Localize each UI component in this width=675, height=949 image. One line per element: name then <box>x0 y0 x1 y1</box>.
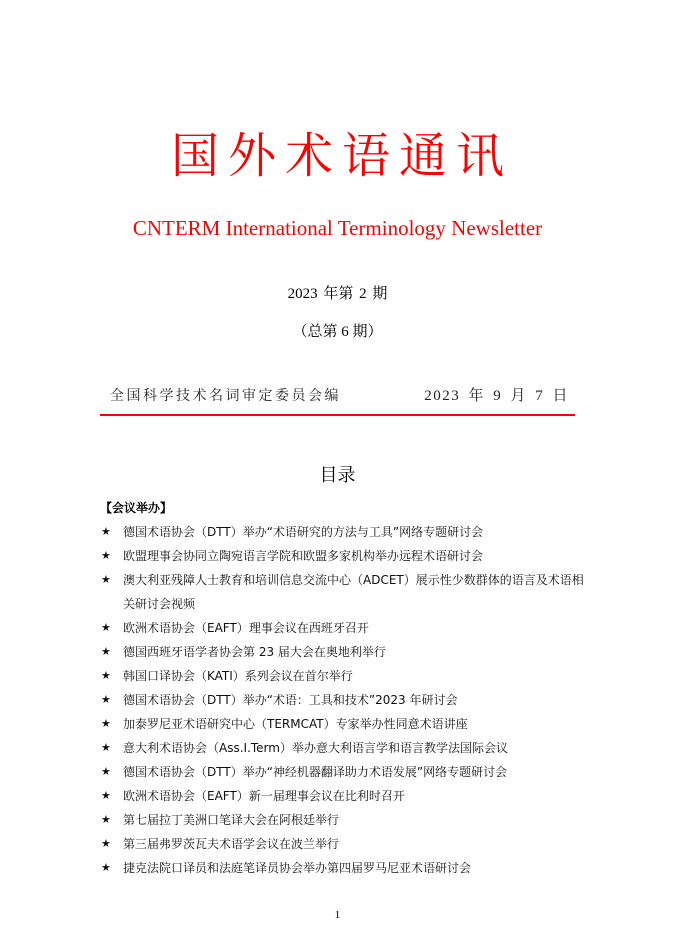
toc-item-text: 韩国口译协会（KATI）系列会议在首尔举行 <box>123 669 353 683</box>
toc-item-text: 德国术语协会（DTT）举办“神经机器翻译助力术语发展”网络专题研讨会 <box>123 765 508 779</box>
issue-number: 2023 年第 2 期 <box>287 286 388 302</box>
header-divider <box>100 414 575 416</box>
toc-item-text: 德国术语协会（DTT）举办“术语研究的方法与工具”网络专题研讨会 <box>123 525 484 539</box>
star-icon: ★ <box>101 645 111 658</box>
star-icon: ★ <box>101 765 111 778</box>
editor-organization: 全国科学技术名词审定委员会编 <box>110 388 341 404</box>
star-icon: ★ <box>101 837 111 850</box>
toc-title: 目录 <box>319 465 356 486</box>
toc-item[interactable] <box>100 568 590 616</box>
toc-item[interactable] <box>100 664 590 688</box>
toc-item[interactable] <box>100 856 590 880</box>
star-icon: ★ <box>101 669 111 682</box>
toc-item[interactable] <box>100 688 590 712</box>
star-icon: ★ <box>101 741 111 754</box>
toc-item-text: 欧盟理事会协同立陶宛语言学院和欧盟多家机构举办远程术语研讨会 <box>123 549 484 563</box>
star-icon: ★ <box>101 717 111 730</box>
toc-item[interactable] <box>100 544 590 568</box>
toc-list <box>100 520 590 880</box>
newsletter-title-cn: 国外术语通讯 <box>170 128 513 184</box>
toc-item-text: 德国术语协会（DTT）举办“术语：工具和技术”2023 年研讨会 <box>123 693 458 707</box>
toc-item[interactable] <box>100 808 590 832</box>
page-number: 1 <box>334 909 341 921</box>
toc-item[interactable] <box>100 736 590 760</box>
toc-section-heading: 【会议举办】 <box>100 501 173 515</box>
star-icon: ★ <box>101 621 111 634</box>
star-icon: ★ <box>101 861 111 874</box>
toc-item[interactable] <box>100 616 590 640</box>
toc-item[interactable] <box>100 784 590 808</box>
star-icon: ★ <box>101 525 111 538</box>
star-icon: ★ <box>101 573 111 586</box>
star-icon: ★ <box>101 789 111 802</box>
toc-item-text: 第三届弗罗茨瓦夫术语学会议在波兰举行 <box>123 837 340 851</box>
toc-item[interactable] <box>100 520 590 544</box>
toc-item[interactable] <box>100 712 590 736</box>
issue-total-number: （总第 6 期） <box>292 324 383 340</box>
newsletter-title-en: CNTERM International Terminology Newsletter <box>132 216 543 240</box>
toc-item[interactable] <box>100 760 590 784</box>
toc-item[interactable] <box>100 832 590 856</box>
toc-item-text: 澳大利亚残障人士教育和培训信息交流中心（ADCET）展示性少数群体的语言及术语相关研讨会视频 <box>123 573 584 611</box>
star-icon: ★ <box>101 549 111 562</box>
toc-item-text: 第七届拉丁美洲口笔译大会在阿根廷举行 <box>123 813 340 827</box>
star-icon: ★ <box>101 813 111 826</box>
toc-item-text: 德国西班牙语学者协会第 23 届大会在奥地利举行 <box>123 645 386 659</box>
toc-item-text: 欧洲术语协会（EAFT）理事会议在西班牙召开 <box>123 621 369 635</box>
toc-item-text: 捷克法院口译员和法庭笔译员协会举办第四届罗马尼亚术语研讨会 <box>123 861 472 875</box>
publication-date: 2023 年 9 月 7 日 <box>424 388 569 404</box>
star-icon: ★ <box>101 693 111 706</box>
toc-item-text: 加泰罗尼亚术语研究中心（TERMCAT）专家举办性同意术语讲座 <box>123 717 468 731</box>
toc-item[interactable] <box>100 640 590 664</box>
toc-item-text: 欧洲术语协会（EAFT）新一届理事会议在比利时召开 <box>123 789 405 803</box>
toc-item-text: 意大利术语协会（Ass.I.Term）举办意大利语言学和语言教学法国际会议 <box>123 741 508 755</box>
